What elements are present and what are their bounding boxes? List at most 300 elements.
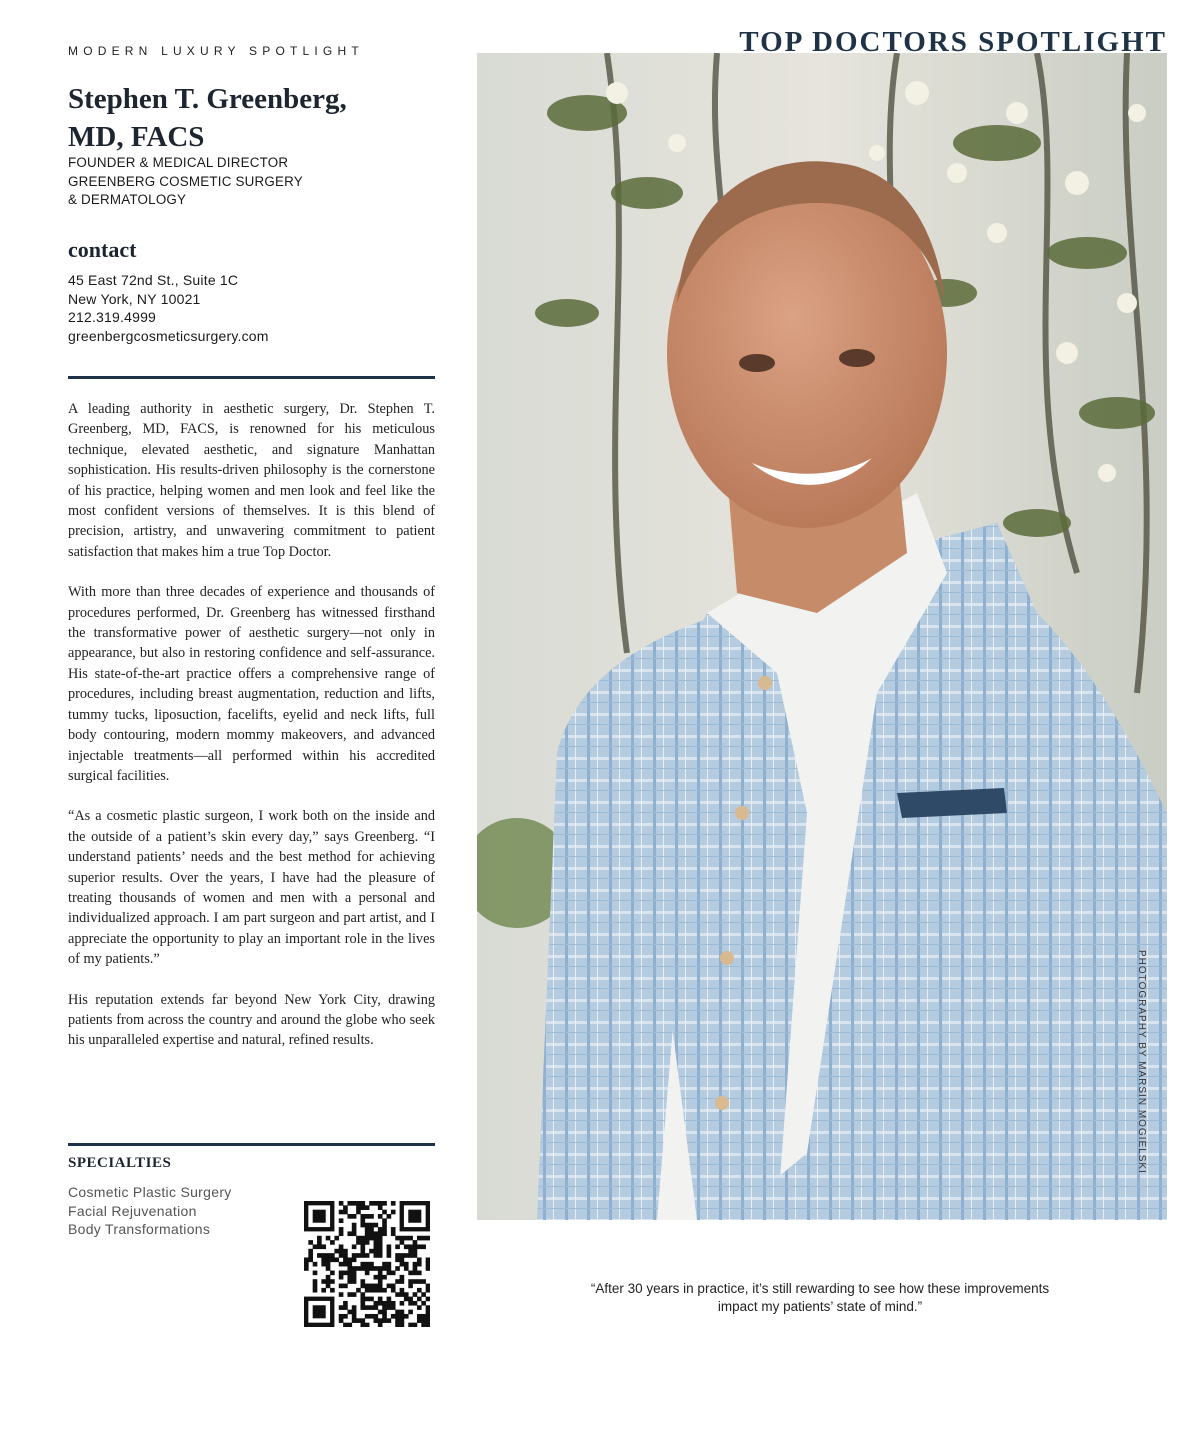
qr-module: [400, 1236, 405, 1241]
qr-module: [304, 1266, 309, 1271]
qr-module: [356, 1210, 361, 1215]
doctor-name: [68, 80, 428, 156]
qr-module: [347, 1271, 352, 1276]
qr-module: [304, 1257, 309, 1262]
qr-module: [308, 1249, 313, 1254]
qr-module: [374, 1201, 379, 1206]
qr-module: [365, 1236, 370, 1241]
qr-module: [378, 1310, 383, 1315]
qr-module: [382, 1218, 387, 1223]
qr-module: [356, 1288, 361, 1293]
qr-module: [356, 1236, 361, 1241]
qr-module: [369, 1236, 374, 1241]
contact-website[interactable]: greenbergcosmeticsurgery.com: [68, 327, 269, 344]
qr-module: [400, 1240, 405, 1245]
qr-module: [400, 1275, 405, 1280]
qr-module: [382, 1227, 387, 1232]
qr-module: [404, 1314, 409, 1319]
qr-module: [360, 1318, 365, 1323]
qr-module: [408, 1244, 413, 1249]
qr-module: [391, 1231, 396, 1236]
qr-module: [317, 1236, 322, 1241]
left-eye: [739, 354, 775, 372]
qr-module: [330, 1257, 335, 1262]
qr-module: [391, 1271, 396, 1276]
qr-module: [395, 1314, 400, 1319]
divider-top: [68, 376, 435, 379]
qr-module: [417, 1305, 422, 1310]
qr-module: [356, 1253, 361, 1258]
qr-module: [308, 1253, 313, 1258]
qr-module: [313, 1284, 318, 1289]
article-paragraph: His reputation extends far beyond New York City, drawing patients from across the country and around the globe who seek his unparalleled expertise and natural, refined results.: [68, 991, 435, 1049]
qr-module: [387, 1214, 392, 1219]
qr-module: [395, 1257, 400, 1262]
qr-module: [313, 1279, 318, 1284]
qr-module: [408, 1249, 413, 1254]
qr-module: [326, 1253, 331, 1258]
qr-module: [347, 1275, 352, 1280]
doctor-title-line: FOUNDER & MEDICAL DIRECTOR: [68, 155, 289, 170]
qr-module: [313, 1244, 318, 1249]
qr-module: [352, 1266, 357, 1271]
qr-module: [313, 1210, 326, 1223]
qr-module: [387, 1253, 392, 1258]
contact-heading: contact: [68, 237, 137, 262]
qr-module: [404, 1244, 409, 1249]
qr-module: [413, 1240, 418, 1245]
qr-module: [417, 1288, 422, 1293]
qr-module: [426, 1310, 430, 1315]
qr-module: [347, 1262, 352, 1267]
qr-module: [374, 1249, 379, 1254]
qr-module: [339, 1271, 344, 1276]
specialties-heading: SPECIALTIES: [68, 1155, 172, 1171]
qr-module: [382, 1275, 387, 1280]
qr-module: [413, 1266, 418, 1271]
qr-module: [426, 1236, 430, 1241]
qr-module: [365, 1223, 370, 1228]
qr-module: [395, 1236, 400, 1241]
qr-module: [374, 1275, 379, 1280]
qr-module: [374, 1240, 379, 1245]
qr-module: [413, 1271, 418, 1276]
qr-module: [343, 1210, 348, 1215]
article-paragraph: With more than three decades of experience and thousands of procedures performed, Dr. Greenberg has witnessed firsthand the transformative power of aesthetic surgery—not only in appearance, but also in restoring confidence and self-assurance. His state-of-the-art practice offers a comprehensive range of procedures, including breast augmentation, reduction and lifts, tummy tucks, liposuction, facelifts, eyelid and neck lifts, full body contouring, modern mommy makeovers, and advanced injectable treatments—all performed within his accredited surgical facilities.: [68, 584, 435, 784]
qr-module: [343, 1262, 348, 1267]
qr-module: [330, 1271, 335, 1276]
qr-module: [326, 1257, 331, 1262]
qr-module: [404, 1292, 409, 1297]
qr-module: [360, 1266, 365, 1271]
qr-module: [408, 1279, 413, 1284]
qr-module: [382, 1301, 387, 1306]
qr-module: [365, 1231, 370, 1236]
qr-module: [426, 1288, 430, 1293]
qr-module: [374, 1305, 379, 1310]
qr-module: [400, 1314, 405, 1319]
qr-module: [321, 1288, 326, 1293]
qr-module: [404, 1262, 409, 1267]
qr-module: [365, 1284, 370, 1289]
qr-module: [334, 1249, 339, 1254]
contact-block: [68, 271, 428, 345]
qr-module: [369, 1231, 374, 1236]
qr-module: [400, 1310, 405, 1315]
pull-quote: “After 30 years in practice, it’s still rewarding to see how these improvements impact my patients’ state of mind.”: [590, 1281, 1050, 1314]
qr-module: [374, 1223, 379, 1228]
right-eye: [839, 349, 875, 367]
qr-module: [352, 1318, 357, 1323]
qr-module: [378, 1318, 383, 1323]
qr-module: [339, 1201, 344, 1206]
qr-module: [321, 1262, 326, 1267]
qr-module: [365, 1214, 370, 1219]
qr-module: [369, 1214, 374, 1219]
qr-module: [374, 1314, 379, 1319]
contact-address-line2: New York, NY 10021: [68, 290, 201, 307]
qr-module: [326, 1279, 331, 1284]
qr-module: [382, 1318, 387, 1323]
qr-module: [343, 1305, 348, 1310]
qr-module: [426, 1305, 430, 1310]
qr-module: [352, 1201, 357, 1206]
qr-module: [387, 1244, 392, 1249]
qr-module: [417, 1262, 422, 1267]
qr-module: [426, 1318, 430, 1323]
qr-module: [417, 1244, 422, 1249]
qr-module: [369, 1284, 374, 1289]
qr-module: [382, 1266, 387, 1271]
qr-module: [400, 1288, 405, 1293]
qr-module: [360, 1240, 365, 1245]
qr-module: [408, 1236, 413, 1241]
qr-module: [391, 1201, 396, 1206]
qr-module: [382, 1223, 387, 1228]
qr-module: [395, 1292, 400, 1297]
qr-module: [369, 1223, 374, 1228]
qr-module: [387, 1301, 392, 1306]
qr-module: [395, 1310, 400, 1315]
qr-module: [395, 1266, 400, 1271]
qr-module: [343, 1257, 348, 1262]
qr-module: [369, 1266, 374, 1271]
qr-module: [360, 1297, 365, 1302]
qr-module: [360, 1284, 365, 1289]
article-body: [68, 399, 435, 1071]
qr-module: [360, 1305, 365, 1310]
qr-module: [343, 1249, 348, 1254]
qr-module: [321, 1257, 326, 1262]
doctor-portrait-photo: [477, 53, 1167, 1220]
qr-module: [365, 1262, 370, 1267]
qr-module: [391, 1227, 396, 1232]
qr-code-graphic: [304, 1201, 430, 1327]
qr-module: [391, 1314, 396, 1319]
qr-module: [356, 1201, 361, 1206]
qr-module: [382, 1210, 387, 1215]
qr-module: [417, 1314, 422, 1319]
qr-module: [382, 1201, 387, 1206]
qr-module: [387, 1271, 392, 1276]
qr-module: [343, 1301, 348, 1306]
qr-module: [400, 1301, 405, 1306]
qr-module: [413, 1323, 418, 1327]
qr-module: [343, 1314, 348, 1319]
qr-module: [326, 1284, 331, 1289]
qr-module: [413, 1301, 418, 1306]
qr-module: [387, 1305, 392, 1310]
qr-module: [347, 1214, 352, 1219]
qr-module: [378, 1271, 383, 1276]
qr-module: [330, 1279, 335, 1284]
qr-module: [421, 1301, 426, 1306]
qr-module: [374, 1266, 379, 1271]
qr-module: [417, 1271, 422, 1276]
qr-module: [387, 1284, 392, 1289]
qr-module: [374, 1284, 379, 1289]
pocket-square: [897, 788, 1007, 818]
qr-module: [365, 1323, 370, 1327]
qr-module: [378, 1275, 383, 1280]
qr-module: [365, 1297, 370, 1302]
qr-module: [413, 1253, 418, 1258]
qr-module: [378, 1244, 383, 1249]
specialties-list: [68, 1183, 288, 1239]
qr-module: [400, 1292, 405, 1297]
qr-module: [339, 1218, 344, 1223]
qr-module: [339, 1305, 344, 1310]
qr-module: [378, 1231, 383, 1236]
qr-module: [413, 1262, 418, 1267]
divider-bottom: [68, 1143, 435, 1146]
doctor-titles: [68, 154, 428, 210]
article-paragraph: A leading authority in aesthetic surgery, Dr. Stephen T. Greenberg, MD, FACS, is renowned for his meticulous technique, elevated aesthetic, and signature Manhattan sophistication. His results-driven philosophy is the cornerstone of his practice, helping women and men look and feel like the most confident versions of themselves. It is this blend of precision, artistry, and unwavering commitment to patient satisfaction that makes him a true Top Doctor.: [68, 401, 435, 560]
qr-module: [369, 1201, 374, 1206]
qr-module: [339, 1275, 344, 1280]
qr-module: [334, 1257, 339, 1262]
contact-address-line1: 45 East 72nd St., Suite 1C: [68, 272, 239, 288]
qr-module: [365, 1305, 370, 1310]
qr-module: [321, 1244, 326, 1249]
qr-module: [313, 1271, 318, 1276]
qr-module: [395, 1253, 400, 1258]
section-kicker: MODERN LUXURY SPOTLIGHT: [68, 44, 364, 58]
qr-module: [378, 1297, 383, 1302]
qr-module: [382, 1310, 387, 1315]
qr-module: [317, 1240, 322, 1245]
qr-module: [321, 1279, 326, 1284]
qr-module: [352, 1231, 357, 1236]
qr-module: [347, 1292, 352, 1297]
qr-module: [421, 1323, 426, 1327]
qr-module: [360, 1244, 365, 1249]
qr-module: [347, 1266, 352, 1271]
qr-module: [400, 1253, 405, 1258]
contact-phone[interactable]: 212.319.4999: [68, 309, 157, 325]
qr-module: [339, 1210, 344, 1215]
qr-module: [313, 1305, 326, 1318]
qr-module: [360, 1201, 365, 1206]
qr-module: [360, 1205, 365, 1210]
qr-module: [374, 1244, 379, 1249]
qr-module: [421, 1279, 426, 1284]
qr-module: [408, 1253, 413, 1258]
qr-module: [374, 1288, 379, 1293]
qr-module: [404, 1297, 409, 1302]
qr-module: [378, 1266, 383, 1271]
qr-module: [395, 1323, 400, 1327]
qr-code-icon[interactable]: [304, 1201, 430, 1327]
qr-module: [378, 1227, 383, 1232]
qr-module: [352, 1253, 357, 1258]
qr-module: [347, 1201, 352, 1206]
qr-module: [326, 1266, 331, 1271]
qr-module: [352, 1310, 357, 1315]
qr-module: [387, 1266, 392, 1271]
qr-module: [369, 1249, 374, 1254]
qr-module: [356, 1240, 361, 1245]
qr-module: [382, 1314, 387, 1319]
qr-module: [343, 1323, 348, 1327]
masthead-title: TOP DOCTORS SPOTLIGHT: [739, 26, 1167, 53]
qr-module: [343, 1205, 348, 1210]
qr-module: [343, 1253, 348, 1258]
qr-module: [326, 1262, 331, 1267]
specialty-item: Facial Rejuvenation: [68, 1202, 197, 1219]
qr-module: [421, 1292, 426, 1297]
qr-module: [326, 1236, 331, 1241]
qr-module: [352, 1305, 357, 1310]
qr-module: [387, 1297, 392, 1302]
qr-module: [426, 1314, 430, 1319]
qr-module: [343, 1284, 348, 1289]
qr-module: [421, 1236, 426, 1241]
qr-module: [387, 1262, 392, 1267]
qr-module: [374, 1231, 379, 1236]
qr-module: [395, 1244, 400, 1249]
specialty-item: Body Transformations: [68, 1221, 211, 1237]
qr-module: [360, 1249, 365, 1254]
qr-module: [387, 1249, 392, 1254]
qr-module: [313, 1262, 318, 1267]
qr-module: [426, 1262, 430, 1267]
qr-module: [408, 1301, 413, 1306]
qr-module: [360, 1301, 365, 1306]
qr-module: [400, 1318, 405, 1323]
qr-module: [334, 1236, 339, 1241]
qr-module: [417, 1236, 422, 1241]
qr-module: [417, 1257, 422, 1262]
qr-module: [421, 1314, 426, 1319]
doctor-title-line: GREENBERG COSMETIC SURGERY: [68, 173, 303, 189]
qr-module: [321, 1253, 326, 1258]
qr-module: [408, 1323, 413, 1327]
qr-module: [365, 1271, 370, 1276]
qr-module: [365, 1240, 370, 1245]
qr-module: [360, 1214, 365, 1219]
qr-module: [408, 1210, 421, 1223]
qr-module: [400, 1257, 405, 1262]
qr-module: [360, 1218, 365, 1223]
qr-module: [347, 1279, 352, 1284]
qr-module: [313, 1288, 318, 1293]
qr-module: [378, 1214, 383, 1219]
qr-module: [360, 1236, 365, 1241]
qr-module: [391, 1301, 396, 1306]
qr-module: [369, 1262, 374, 1267]
qr-module: [308, 1257, 313, 1262]
qr-module: [408, 1284, 413, 1289]
qr-module: [374, 1301, 379, 1306]
qr-module: [374, 1318, 379, 1323]
qr-module: [374, 1236, 379, 1241]
qr-module: [365, 1288, 370, 1293]
qr-module: [352, 1271, 357, 1276]
qr-module: [382, 1288, 387, 1293]
qr-module: [404, 1266, 409, 1271]
qr-module: [365, 1253, 370, 1258]
qr-module: [339, 1249, 344, 1254]
qr-module: [352, 1275, 357, 1280]
qr-module: [339, 1244, 344, 1249]
doctor-name-line1: Stephen T. Greenberg,: [68, 83, 347, 115]
portrait-illustration: [477, 53, 1167, 1220]
qr-module: [339, 1292, 344, 1297]
qr-module: [417, 1297, 422, 1302]
doctor-title-line: & DERMATOLOGY: [68, 192, 187, 207]
doctor-name-line2: MD, FACS: [68, 121, 205, 153]
qr-module: [369, 1314, 374, 1319]
qr-module: [382, 1305, 387, 1310]
qr-module: [400, 1323, 405, 1327]
qr-module: [352, 1292, 357, 1297]
qr-module: [369, 1297, 374, 1302]
qr-module: [387, 1318, 392, 1323]
qr-module: [352, 1223, 357, 1228]
qr-module: [391, 1305, 396, 1310]
qr-module: [356, 1266, 361, 1271]
qr-module: [426, 1284, 430, 1289]
qr-module: [347, 1323, 352, 1327]
qr-module: [378, 1240, 383, 1245]
qr-module: [378, 1323, 383, 1327]
qr-module: [408, 1271, 413, 1276]
qr-module: [360, 1262, 365, 1267]
qr-module: [365, 1266, 370, 1271]
qr-module: [400, 1279, 405, 1284]
qr-module: [339, 1227, 344, 1232]
photo-credit: PHOTOGRAPHY BY MARSIN MOGIELSKI: [1136, 950, 1147, 1174]
qr-module: [360, 1292, 365, 1297]
qr-module: [395, 1318, 400, 1323]
qr-module: [408, 1310, 413, 1315]
qr-module: [404, 1253, 409, 1258]
qr-module: [382, 1262, 387, 1267]
qr-module: [369, 1227, 374, 1232]
qr-module: [339, 1231, 344, 1236]
qr-module: [378, 1249, 383, 1254]
qr-module: [356, 1205, 361, 1210]
qr-module: [339, 1314, 344, 1319]
specialty-item: Cosmetic Plastic Surgery: [68, 1184, 232, 1200]
qr-module: [417, 1318, 422, 1323]
qr-module: [347, 1257, 352, 1262]
qr-module: [391, 1210, 396, 1215]
qr-module: [421, 1318, 426, 1323]
qr-module: [317, 1244, 322, 1249]
qr-module: [360, 1223, 365, 1228]
